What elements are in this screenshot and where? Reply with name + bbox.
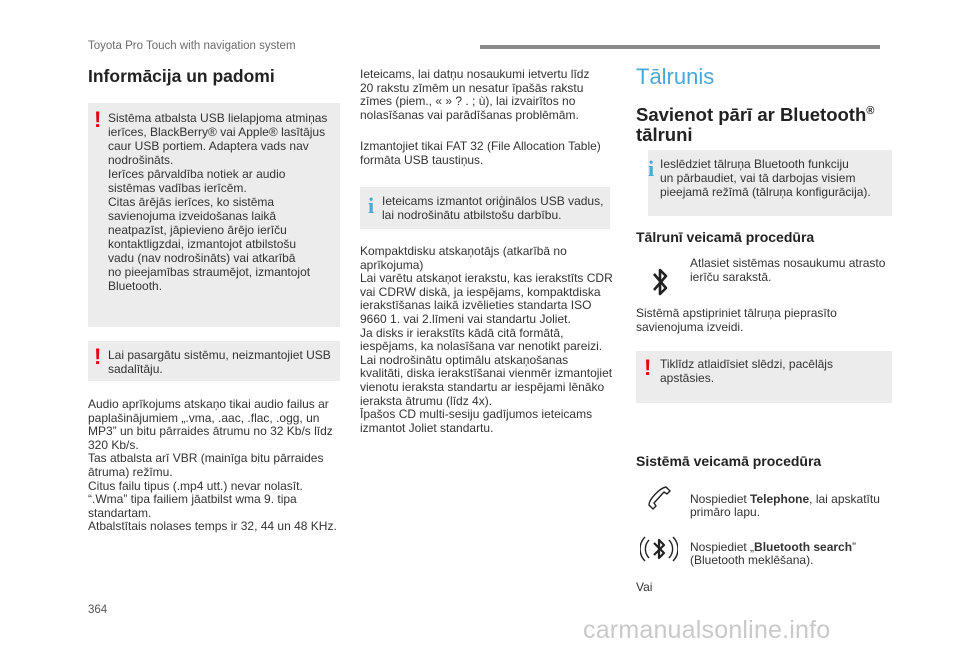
box-text: Sistēma atbalsta USB lielapjoma atmiņas ierīces, BlackBerry® vai Apple® lasītājus caur USB portiem. Adaptera vads nav nodrošināts. Ierīces pārvaldība notiek ar audio sistēmas vadības ierīcēm. Citas ārējās ierīces, ko sistēma savienojuma izveidošanas laikā neatpazīst, jāpievieno ārējo ierīču kontaktligzdai, izmantojot atbilstošu vadu (nav nodrošināts) vai atkarībā no pieejamības straumējot, izmantojot Bluetooth. bbox=[108, 111, 328, 293]
info-box-usb bbox=[88, 103, 340, 327]
bt-step-text: Atlasiet sistēmas nosaukumu atrasto ierīču sarakstā. bbox=[690, 256, 886, 284]
step-text: ” (Bluetooth meklēšana). bbox=[690, 539, 857, 568]
step-text: Nospiediet bbox=[690, 491, 751, 506]
heading-line1: Savienot pārī ar Bluetooth bbox=[636, 104, 867, 126]
warning-icon: ! bbox=[94, 344, 102, 369]
warning-box-switch bbox=[636, 351, 892, 403]
box-text: Lai pasargātu sistēmu, neizmantojiet USB sadalītāju. bbox=[108, 348, 331, 376]
box-text: Ieteicams izmantot oriģinālos USB vadus, lai nodrošinātu atbilstošu darbību. bbox=[382, 194, 604, 222]
registered-mark: ® bbox=[866, 105, 875, 117]
heading-line2: tālruni bbox=[636, 124, 693, 146]
heading-system-procedure: Sistēmā veicamā procedūra bbox=[636, 453, 822, 469]
warning-box-usb-hub bbox=[88, 341, 340, 381]
step-telephone bbox=[690, 479, 900, 520]
watermark: carmanualsonline.info bbox=[583, 616, 831, 644]
header-divider bbox=[480, 45, 880, 49]
cd-player-text: Kompaktdisku atskaņotājs (atkarībā no aprīkojuma) Lai varētu atskaņot ierakstu, kas ierakstīts CDR vai CDRW diskā, ja iespējams, kompaktdiska ierakstīšanas laikā izvēlieties standarta ISO 9660 1. vai 2.līmeni vai standartu Joliet. Ja disks ir ierakstīts kādā citā formātā, iespējams, ka nolasīšana var nenotikt pareizi. Lai nodrošinātu optimālu atskaņošanas kvalitāti, diska ierakstīšanai vienmēr izmantojiet vienotu ieraksta standartu ar iespējami lēnāko ieraksta ātrumu (līdz 4x). Īpašos CD multi-sesiju gadījumos ieteicams izmantot Joliet standartu. bbox=[360, 244, 613, 435]
filename-tip-text: Ieteicams, lai datņu nosaukumi ietvertu līdz 20 rakstu zīmēm un nesatur īpašās rakstu zīmes (piem., « » ? . ; ù), lai izvairītos no nolasīšanas vai parādīšanas problēmām. bbox=[360, 67, 590, 122]
box-text: Ieslēdziet tālruņa Bluetooth funkciju un pārbaudiet, vai tā darbojas visiem pieejamā režīmā (tālruņa konfigurācija). bbox=[660, 157, 871, 199]
step-text: Nospiediet „ bbox=[690, 539, 755, 554]
info-box-bluetooth bbox=[648, 150, 892, 216]
box-text: Tiklīdz atlaidīsiet slēdzi, pacēlājs apstāsies. bbox=[660, 357, 833, 385]
warning-icon: ! bbox=[94, 107, 102, 132]
section-title-phone: Tālrunis bbox=[636, 64, 715, 89]
fat32-text: Izmantojiet tikai FAT 32 (File Allocation Table) formāta USB taustiņus. bbox=[360, 139, 601, 167]
audio-formats-text: Audio aprīkojums atskaņo tikai audio failus ar paplašinājumiem „.vma, .aac, .flac, .ogg, un MP3” un bitu pārraides ātrumu no 32 Kb/s līdz 320 Kb/s. Tas atbalsta arī VBR (mainīga bitu pārraides ātruma) režīmu. Citus failu tipus (.mp4 utt.) nevar nolasīt. “.Wma” tipa failiem jāatbilst wma 9. tipa standartam. Atbalstītais nolases temps ir 32, 44 un 48 KHz. bbox=[88, 397, 337, 534]
warning-icon: ! bbox=[644, 355, 652, 380]
info-box-cables bbox=[360, 187, 610, 229]
page-header: Toyota Pro Touch with navigation system bbox=[88, 40, 296, 52]
step-text: , lai apskatītu primāro lapu. bbox=[690, 491, 880, 520]
section-title-info: Informācija un padomi bbox=[88, 66, 275, 86]
info-icon: i bbox=[648, 156, 655, 181]
phone-handset-icon bbox=[644, 483, 674, 513]
info-icon: i bbox=[368, 193, 375, 218]
heading-phone-procedure: Tālrunī veicamā procedūra bbox=[636, 229, 815, 245]
telephone-label: Telephone bbox=[750, 491, 810, 506]
bluetooth-search-label: Bluetooth search bbox=[754, 539, 853, 554]
page-number: 364 bbox=[88, 604, 108, 616]
heading-pair-bluetooth bbox=[636, 101, 896, 145]
step-bluetooth-search bbox=[690, 527, 900, 568]
confirm-text: Sistēmā apstipriniet tālruņa pieprasīto savienojuma izveidi. bbox=[636, 306, 837, 334]
bluetooth-icon bbox=[646, 264, 674, 300]
bluetooth-search-icon bbox=[640, 530, 678, 568]
or-text: Vai bbox=[636, 580, 653, 594]
